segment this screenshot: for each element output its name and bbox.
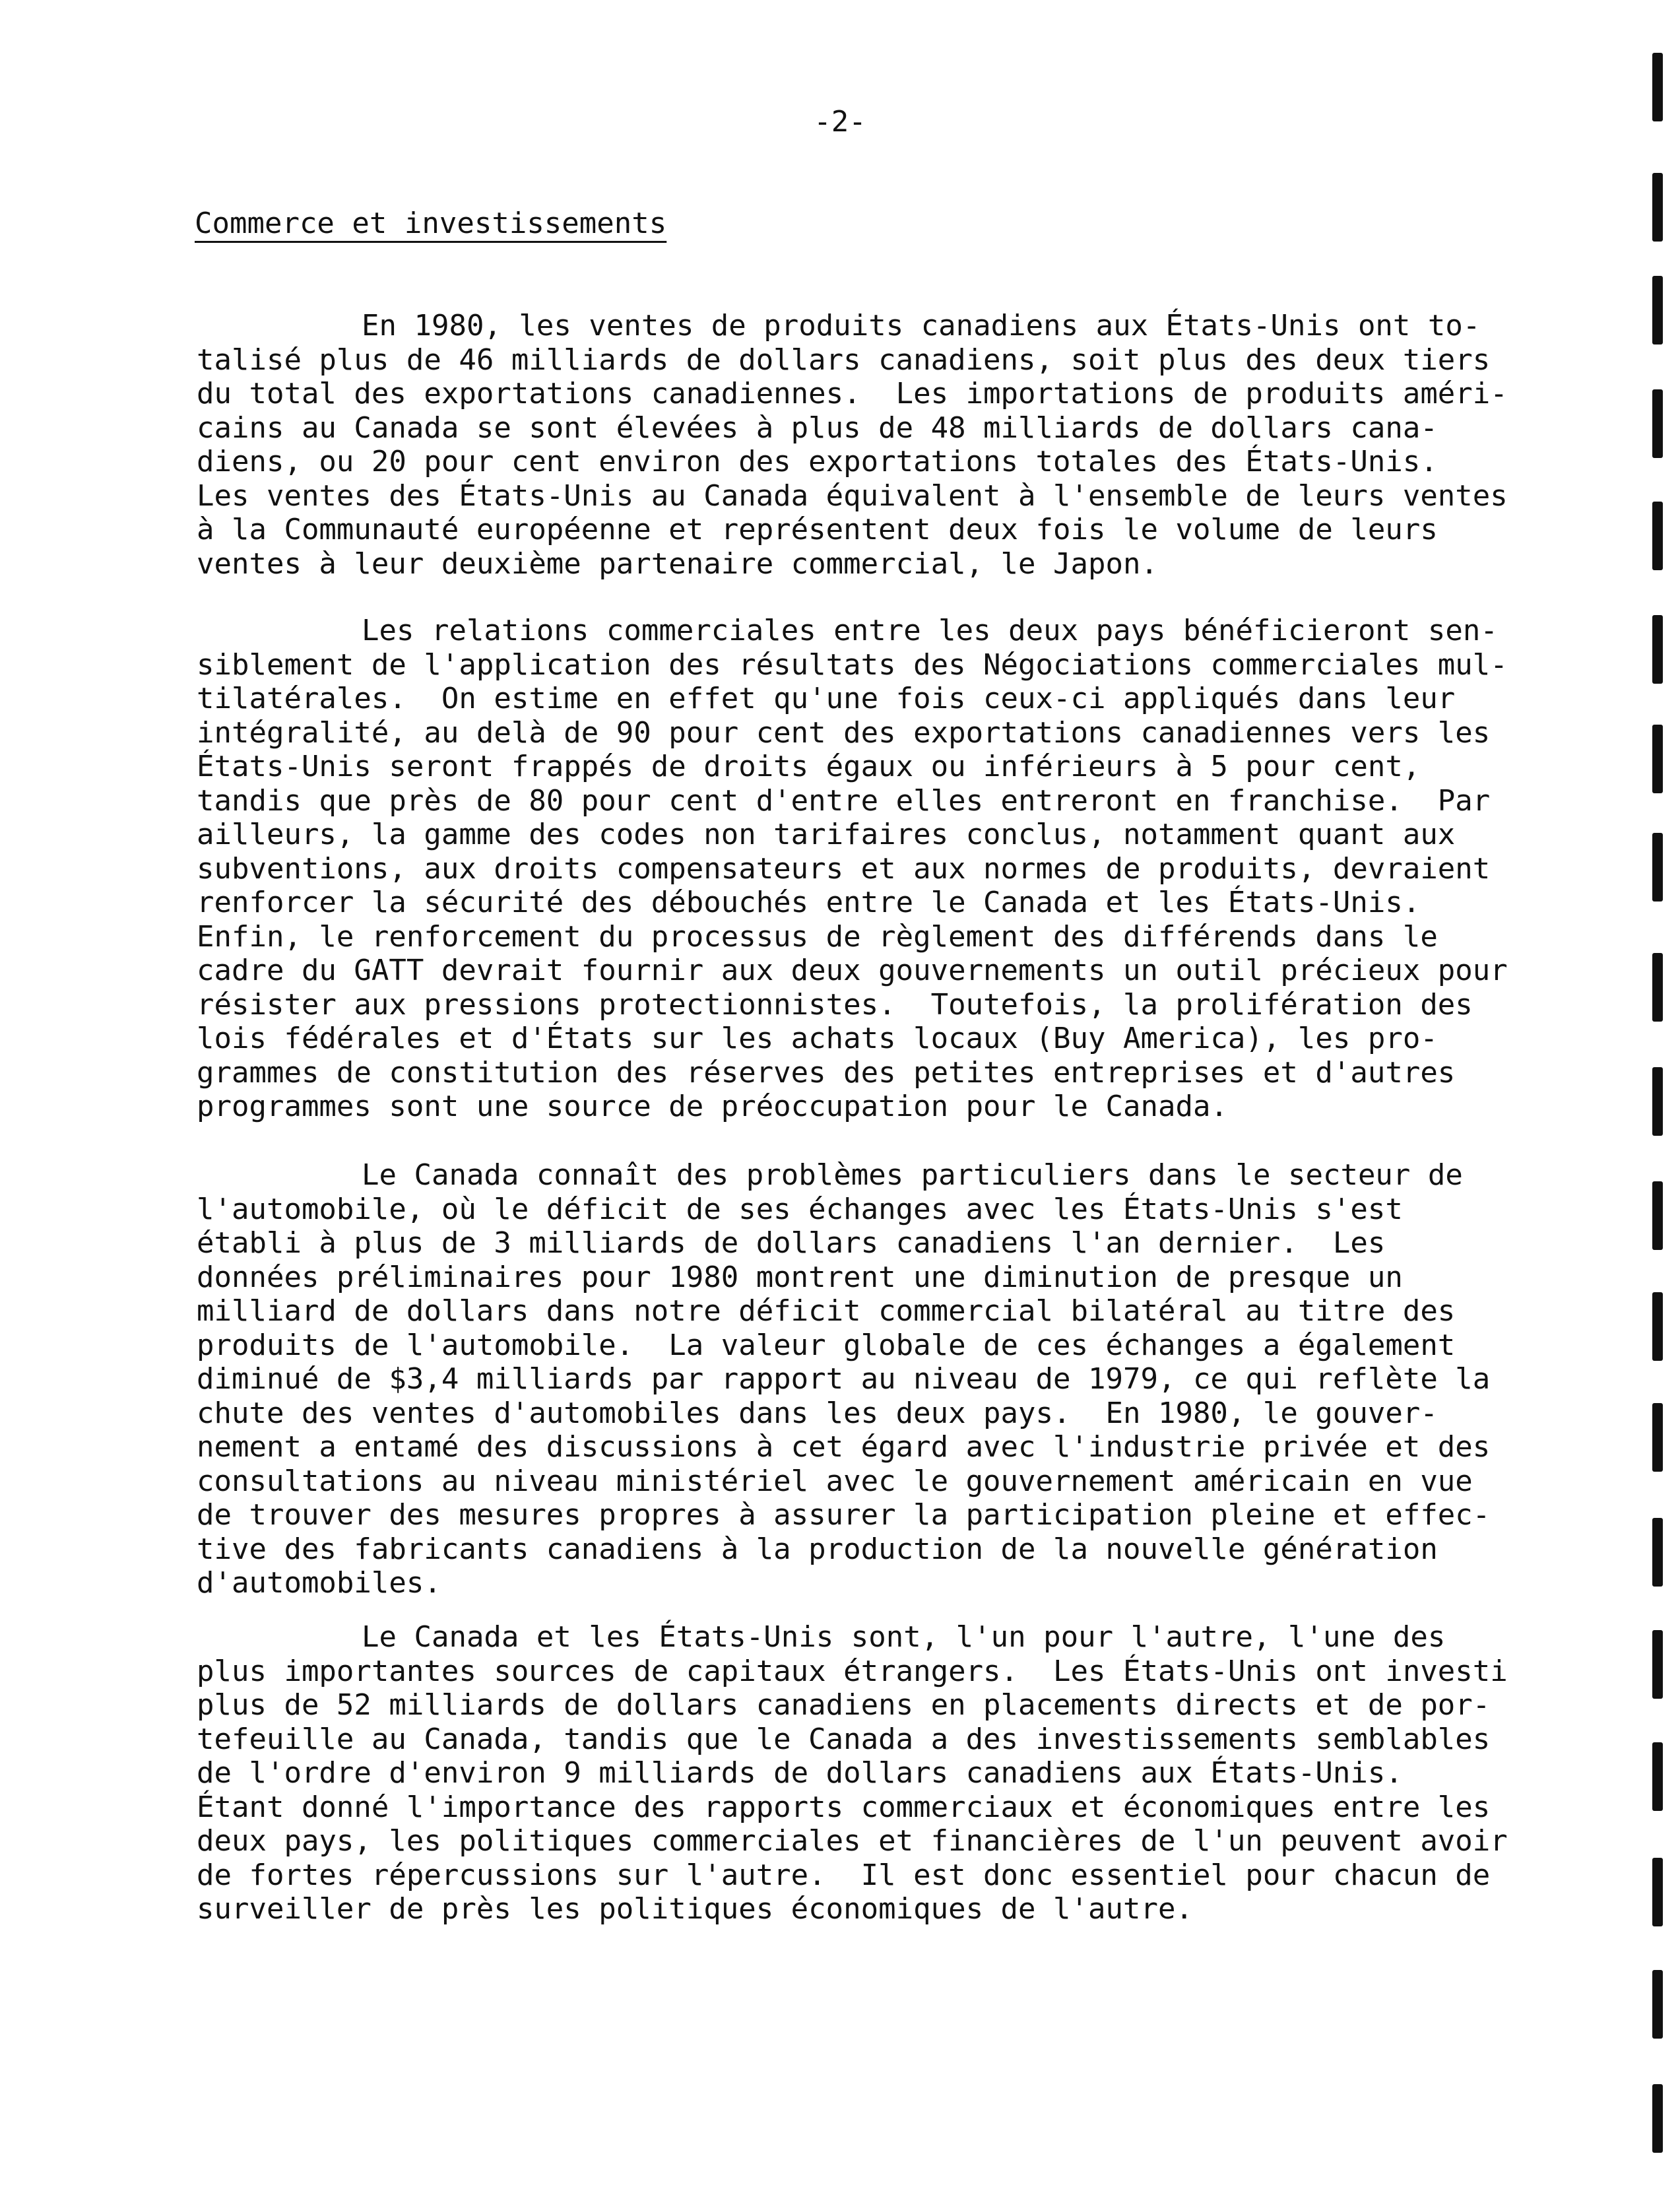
margin-mark [1652,615,1663,684]
paragraph-line: lois fédérales et d'États sur les achats locaux (Buy America), les pro- [197,1022,1438,1055]
paragraph-trade-negotiations [197,614,1508,1124]
paragraph-line: siblement de l'application des résultats des Négociations commerciales mul- [197,647,1508,682]
margin-mark [1652,1181,1663,1250]
section-heading: Commerce et investissements [195,207,667,240]
margin-mark [1652,1067,1663,1136]
paragraph-line: ailleurs, la gamme des codes non tarifaires conclus, notamment quant aux [197,818,1456,851]
paragraph-line: diens, ou 20 pour cent environ des exportations totales des États-Unis. [197,445,1438,478]
margin-mark [1652,53,1663,121]
paragraph-line: tefeuille au Canada, tandis que le Canada a des investissements semblables [197,1722,1491,1756]
margin-mark [1652,1970,1663,2039]
margin-mark [1652,502,1663,570]
margin-mark [1652,1630,1663,1699]
paragraph-line: données préliminaires pour 1980 montrent une diminution de presque un [197,1260,1403,1294]
paragraph-line: Étant donné l'importance des rapports commerciaux et économiques entre les [197,1790,1491,1824]
paragraph-line: programmes sont une source de préoccupation pour le Canada. [197,1090,1228,1123]
margin-mark [1652,725,1663,793]
paragraph-automobile [197,1158,1491,1600]
margin-mark [1652,953,1663,1022]
paragraph-line: consultations au niveau ministériel avec le gouvernement américain en vue [197,1464,1473,1498]
margin-mark [1652,2084,1663,2153]
margin-mark [1652,173,1663,242]
margin-mark [1652,1403,1663,1472]
paragraph-line: Les ventes des États-Unis au Canada équivalent à l'ensemble de leurs ventes [197,478,1508,513]
paragraph-line: à la Communauté européenne et représentent deux fois le volume de leurs [197,513,1438,546]
paragraph-line: nement a entamé des discussions à cet égard avec l'industrie privée et des [197,1430,1491,1464]
paragraph-line: renforcer la sécurité des débouchés entre le Canada et les États-Unis. [197,886,1421,919]
paragraph-line: cadre du GATT devrait fournir aux deux gouvernements un outil précieux pour [197,954,1508,987]
paragraph-line: diminué de $3,4 milliards par rapport au niveau de 1979, ce qui reflète la [197,1362,1491,1396]
paragraph-line: l'automobile, où le déficit de ses échanges avec les États-Unis s'est [197,1192,1403,1226]
paragraph-line: États-Unis seront frappés de droits égaux ou inférieurs à 5 pour cent, [197,750,1421,783]
paragraph-line: milliard de dollars dans notre déficit commercial bilatéral au titre des [197,1294,1456,1328]
paragraph-trade-figures [197,309,1508,581]
margin-mark [1652,1292,1663,1361]
paragraph-line: du total des exportations canadiennes. Les importations de produits améri- [197,377,1508,410]
paragraph-line: surveiller de près les politiques économiques de l'autre. [197,1892,1193,1926]
margin-mark [1652,1518,1663,1587]
paragraph-line: de l'ordre d'environ 9 milliards de dollars canadiens aux États-Unis. [197,1756,1403,1790]
paragraph-line: Le Canada et les États-Unis sont, l'un pour l'autre, l'une des [362,1620,1446,1654]
paragraph-line: tive des fabricants canadiens à la production de la nouvelle génération [197,1532,1438,1566]
paragraph-line: En 1980, les ventes de produits canadiens aux États-Unis ont to- [362,309,1481,343]
paragraph-line: deux pays, les politiques commerciales et financières de l'un peuvent avoir [197,1824,1508,1858]
paragraph-line: plus importantes sources de capitaux étrangers. Les États-Unis ont investi [197,1654,1508,1688]
margin-mark [1652,1858,1663,1926]
paragraph-line: plus de 52 milliards de dollars canadiens en placements directs et de por- [197,1688,1491,1722]
paragraph-line: produits de l'automobile. La valeur globale de ces échanges a également [197,1328,1456,1362]
page-number: -2- [814,105,866,139]
paragraph-line: tandis que près de 80 pour cent d'entre elles entreront en franchise. Par [197,783,1491,818]
margin-mark [1652,276,1663,344]
paragraph-line: intégralité, au delà de 90 pour cent des exportations canadiennes vers les [197,715,1491,750]
paragraph-line: Les relations commerciales entre les deux pays bénéficieront sen- [362,614,1498,647]
paragraph-investments [197,1620,1508,1926]
paragraph-line: ventes à leur deuxième partenaire commercial, le Japon. [197,546,1158,581]
paragraph-line: établi à plus de 3 milliards de dollars canadiens l'an dernier. Les [197,1226,1386,1260]
paragraph-line: grammes de constitution des réserves des petites entreprises et d'autres [197,1055,1456,1090]
paragraph-line: chute des ventes d'automobiles dans les deux pays. En 1980, le gouver- [197,1396,1438,1430]
paragraph-line: de fortes répercussions sur l'autre. Il est donc essentiel pour chacun de [197,1858,1491,1892]
paragraph-line: Enfin, le renforcement du processus de règlement des différends dans le [197,919,1438,954]
margin-mark [1652,833,1663,902]
paragraph-line: cains au Canada se sont élevées à plus de 48 milliards de dollars cana- [197,410,1438,445]
paragraph-line: d'automobiles. [197,1566,441,1600]
paragraph-line: Le Canada connaît des problèmes particuliers dans le secteur de [362,1158,1463,1192]
margin-mark [1652,1742,1663,1811]
paragraph-line: résister aux pressions protectionnistes. Toutefois, la prolifération des [197,987,1473,1022]
paragraph-line: talisé plus de 46 milliards de dollars canadiens, soit plus des deux tiers [197,343,1491,377]
paragraph-line: tilatérales. On estime en effet qu'une fois ceux-ci appliqués dans leur [197,682,1456,715]
paragraph-line: de trouver des mesures propres à assurer la participation pleine et effec- [197,1498,1491,1532]
margin-mark [1652,389,1663,458]
scan-margin-marks [1640,0,1680,2197]
paragraph-line: subventions, aux droits compensateurs et aux normes de produits, devraient [197,851,1491,886]
